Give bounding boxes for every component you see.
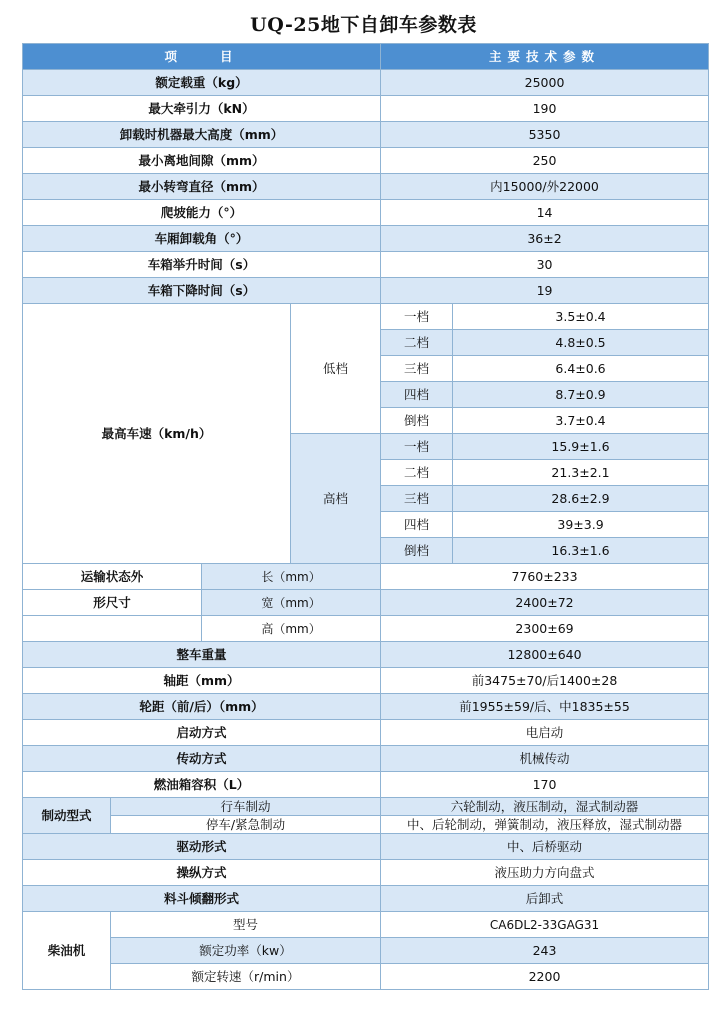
row-label: 最小转弯直径（mm） — [23, 174, 381, 200]
table-row — [23, 938, 709, 964]
row-value: 190 — [381, 96, 709, 122]
engine-row-label: 额定转速（r/min） — [111, 964, 381, 990]
row-value: 25000 — [381, 70, 709, 96]
gear-value: 39±3.9 — [453, 512, 709, 538]
row-label: 操纵方式 — [23, 860, 381, 886]
table-row — [23, 642, 709, 668]
gear-label: 四档 — [381, 382, 453, 408]
table-row — [23, 668, 709, 694]
engine-row-value: 243 — [381, 938, 709, 964]
row-value: 30 — [381, 252, 709, 278]
row-label: 最大牵引力（kN） — [23, 96, 381, 122]
row-label: 额定载重（kg） — [23, 70, 381, 96]
row-value: 内15000/外22000 — [381, 174, 709, 200]
speed-label: 最高车速（km/h） — [23, 304, 291, 564]
page-title: UQ-25地下自卸车参数表 — [250, 14, 477, 36]
row-label: 卸载时机器最大高度（mm） — [23, 122, 381, 148]
gear-value: 28.6±2.9 — [453, 486, 709, 512]
table-row — [23, 798, 709, 816]
dims-row-label: 高（mm） — [202, 616, 381, 642]
dims-row-value: 7760±233 — [381, 564, 709, 590]
row-label: 车箱举升时间（s） — [23, 252, 381, 278]
spec-table — [22, 43, 709, 990]
brake-row-label: 停车/紧急制动 — [111, 816, 381, 834]
table-row — [23, 278, 709, 304]
table-row — [23, 694, 709, 720]
gear-label: 倒档 — [381, 538, 453, 564]
table-row — [23, 122, 709, 148]
gear-value: 3.5±0.4 — [453, 304, 709, 330]
engine-row-value: 2200 — [381, 964, 709, 990]
row-label: 料斗倾翻形式 — [23, 886, 381, 912]
row-label: 爬坡能力（°） — [23, 200, 381, 226]
engine-row-label: 型号 — [111, 912, 381, 938]
row-label: 轴距（mm） — [23, 668, 381, 694]
table-row — [23, 590, 709, 616]
table-row — [23, 772, 709, 798]
row-value: 中、后桥驱动 — [381, 834, 709, 860]
table-row — [23, 860, 709, 886]
row-label: 传动方式 — [23, 746, 381, 772]
gear-value: 4.8±0.5 — [453, 330, 709, 356]
row-value: 液压助力方向盘式 — [381, 860, 709, 886]
dims-label-line1: 运输状态外 — [23, 564, 202, 590]
header-value: 主要技术参数 — [381, 44, 709, 70]
engine-row-value: CA6DL2-33GAG31 — [381, 912, 709, 938]
gear-value: 21.3±2.1 — [453, 460, 709, 486]
gear-label: 三档 — [381, 486, 453, 512]
table-row — [23, 174, 709, 200]
row-label: 车箱下降时间（s） — [23, 278, 381, 304]
table-row — [23, 746, 709, 772]
row-value: 电启动 — [381, 720, 709, 746]
table-row — [23, 912, 709, 938]
gear-label: 二档 — [381, 460, 453, 486]
row-label: 车厢卸载角（°） — [23, 226, 381, 252]
dims-row-value: 2400±72 — [381, 590, 709, 616]
table-row — [23, 834, 709, 860]
gear-value: 15.9±1.6 — [453, 434, 709, 460]
row-value: 5350 — [381, 122, 709, 148]
row-label: 燃油箱容积（L） — [23, 772, 381, 798]
row-value: 14 — [381, 200, 709, 226]
gear-value: 3.7±0.4 — [453, 408, 709, 434]
speed-high-label: 高档 — [291, 434, 381, 564]
gear-value: 8.7±0.9 — [453, 382, 709, 408]
table-row — [23, 70, 709, 96]
brake-row-label: 行车制动 — [111, 798, 381, 816]
dims-label-line2: 形尺寸 — [23, 590, 202, 616]
dims-row-label: 长（mm） — [202, 564, 381, 590]
table-row — [23, 816, 709, 834]
gear-label: 四档 — [381, 512, 453, 538]
row-label: 轮距（前/后）（mm） — [23, 694, 381, 720]
table-row — [23, 964, 709, 990]
table-row — [23, 616, 709, 642]
gear-label: 二档 — [381, 330, 453, 356]
brake-label: 制动型式 — [23, 798, 111, 834]
dims-label-blank — [23, 616, 202, 642]
table-row — [23, 720, 709, 746]
row-label: 最小离地间隙（mm） — [23, 148, 381, 174]
table-row — [23, 96, 709, 122]
table-row — [23, 200, 709, 226]
dims-row-label: 宽（mm） — [202, 590, 381, 616]
gear-value: 16.3±1.6 — [453, 538, 709, 564]
row-value: 前3475±70/后1400±28 — [381, 668, 709, 694]
table-row — [23, 886, 709, 912]
table-header-row — [23, 44, 709, 70]
row-label: 驱动形式 — [23, 834, 381, 860]
gear-label: 倒档 — [381, 408, 453, 434]
row-value: 12800±640 — [381, 642, 709, 668]
gear-value: 6.4±0.6 — [453, 356, 709, 382]
row-label: 启动方式 — [23, 720, 381, 746]
gear-label: 一档 — [381, 434, 453, 460]
row-value: 后卸式 — [381, 886, 709, 912]
gear-label: 一档 — [381, 304, 453, 330]
row-value: 前1955±59/后、中1835±55 — [381, 694, 709, 720]
table-row — [23, 252, 709, 278]
header-item: 项 目 — [23, 44, 381, 70]
brake-row-value: 六轮制动，液压制动，湿式制动器 — [381, 798, 709, 816]
table-row — [23, 148, 709, 174]
engine-row-label: 额定功率（kw） — [111, 938, 381, 964]
brake-row-value: 中、后轮制动，弹簧制动，液压释放，湿式制动器 — [381, 816, 709, 834]
row-value: 250 — [381, 148, 709, 174]
row-value: 机械传动 — [381, 746, 709, 772]
gear-label: 三档 — [381, 356, 453, 382]
row-value: 36±2 — [381, 226, 709, 252]
dims-row-value: 2300±69 — [381, 616, 709, 642]
table-row — [23, 564, 709, 590]
table-row — [23, 226, 709, 252]
table-row — [23, 304, 709, 330]
row-value: 170 — [381, 772, 709, 798]
speed-low-label: 低档 — [291, 304, 381, 434]
row-label: 整车重量 — [23, 642, 381, 668]
engine-label: 柴油机 — [23, 912, 111, 990]
row-value: 19 — [381, 278, 709, 304]
